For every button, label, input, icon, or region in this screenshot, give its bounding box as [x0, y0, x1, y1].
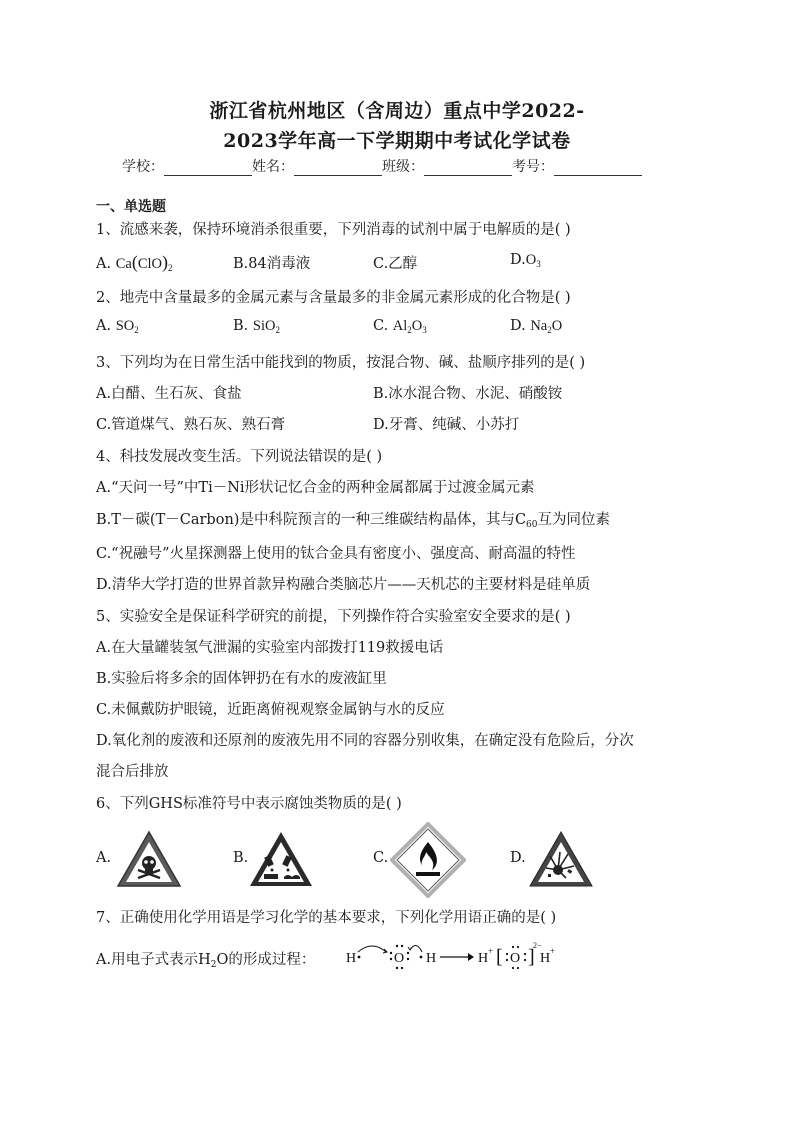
school-blank[interactable] — [164, 160, 252, 176]
q3-option-b[interactable]: B.冰水混合物、水泥、硝酸铵 — [373, 386, 563, 402]
q4-option-d[interactable]: D.清华大学打造的世界首款异构融合类脑芯片——天机芯的主要材料是硅单质 — [96, 577, 591, 593]
svg-text:+: + — [550, 946, 556, 956]
q1-option-a[interactable]: A. $Ca(ClO)_2$ — [96, 252, 173, 273]
exam-title-line1: 浙江省杭州地区（含周边）重点中学2022- — [209, 100, 585, 122]
q1-option-b[interactable]: B.84消毒液 — [233, 256, 311, 272]
corrosive-icon[interactable] — [248, 830, 314, 888]
section-title: 一、单选题 — [96, 199, 166, 215]
q4-option-c[interactable]: C.“祝融号”火星探测器上使用的钛合金具有密度小、强度高、耐高温的特性 — [96, 546, 576, 562]
q6-option-c-label[interactable]: C. — [373, 850, 389, 866]
q5-option-a[interactable]: A.在大量罐装氢气泄漏的实验室内部拨打119救援电话 — [96, 640, 444, 656]
exam-no-blank[interactable] — [554, 160, 642, 176]
q5-option-d[interactable]: D.氧化剂的废液和还原剂的废液先用不同的容器分别收集，在确定没有危险后，分次 — [96, 733, 634, 749]
q4-option-b[interactable]: B.T－碳(T－Carbon)是中科院预言的一种三维碳结构晶体，其与$C_{60}$互为同位素 — [96, 512, 610, 530]
q3-option-a[interactable]: A.白醋、生石灰、食盐 — [96, 386, 242, 402]
class-blank[interactable] — [424, 160, 512, 176]
student-info-line — [122, 156, 642, 176]
name-label: 姓名： — [252, 159, 294, 175]
q2-option-b[interactable]: B. SiO$_2$ — [233, 318, 280, 335]
q6-stem: 6、下列GHS标准符号中表示腐蚀类物质的是( ) — [96, 796, 402, 812]
q5-option-d-cont: 混合后排放 — [96, 764, 169, 780]
q2-stem: 2、地壳中含量最多的金属元素与含量最多的非金属元素形成的化合物是( ) — [96, 290, 571, 306]
q1-option-d[interactable]: $D.O_3$ — [510, 252, 541, 269]
class-label: 班级： — [382, 159, 424, 175]
toxic-skull-icon[interactable] — [116, 830, 182, 888]
q3-option-c[interactable]: C.管道煤气、熟石灰、熟石膏 — [96, 417, 286, 433]
q5-option-b[interactable]: B.实验后将多余的固体钾扔在有水的废液缸里 — [96, 671, 387, 687]
svg-text:O: O — [510, 951, 521, 966]
name-blank[interactable] — [294, 160, 382, 176]
q4-stem: 4、科技发展改变生活。下列说法错误的是( ) — [96, 449, 383, 465]
svg-text:2−: 2− — [533, 941, 542, 950]
q6-option-a-label[interactable]: A. — [96, 850, 112, 866]
q7-stem: 7、正确使用化学用语是学习化学的基本要求，下列化学用语正确的是( ) — [96, 910, 557, 926]
flammable-flame-icon[interactable] — [390, 822, 466, 898]
svg-text:H: H — [478, 951, 489, 966]
svg-text:H: H — [346, 951, 357, 966]
svg-text:+: + — [488, 946, 494, 956]
explosive-icon[interactable] — [528, 830, 594, 888]
q3-option-d[interactable]: D.牙膏、纯碱、小苏打 — [373, 417, 520, 433]
svg-text:H: H — [426, 951, 437, 966]
school-label: 学校： — [122, 159, 164, 175]
q1-stem: 1、流感来袭，保持环境消杀很重要，下列消毒的试剂中属于电解质的是( ) — [96, 222, 571, 238]
q4-option-a[interactable]: A.“天问一号”中Ti－Ni形状记忆合金的两种金属都属于过渡金属元素 — [96, 480, 535, 496]
q6-option-b-label[interactable]: B. — [233, 850, 249, 866]
svg-text:O: O — [394, 951, 405, 966]
q5-option-c[interactable]: C.未佩戴防护眼镜，近距离俯视观察金属钠与水的反应 — [96, 702, 445, 718]
q3-stem: 3、下列均为在日常生活中能找到的物质，按混合物、碱、盐顺序排列的是( ) — [96, 355, 586, 371]
exam-title-line2: 2023学年高一下学期期中考试化学试卷 — [223, 130, 571, 152]
q2-option-d[interactable]: D. $Na_2O$ — [510, 318, 563, 335]
q5-stem: 5、实验安全是保证科学研究的前提，下列操作符合实验室安全要求的是( ) — [96, 609, 571, 625]
svg-text:H: H — [540, 951, 551, 966]
svg-text:[: [ — [496, 946, 503, 968]
svg-text:]: ] — [528, 946, 535, 968]
q6-option-d-label[interactable]: D. — [510, 850, 526, 866]
q1-option-c[interactable]: C.乙醇 — [373, 256, 418, 272]
q2-option-a[interactable]: A. $SO_2$ — [96, 318, 139, 335]
q1-formula-d: $O_3$ — [525, 252, 541, 269]
q7-option-a[interactable]: A.用电子式表示$H_2O$的形成过程： — [96, 952, 316, 970]
exam-no-label: 考号： — [512, 159, 554, 175]
electron-dot-formation-equation — [344, 938, 574, 974]
q1-formula-a: $Ca(ClO)_2$ — [115, 252, 173, 273]
q2-option-c[interactable]: C. $Al_2O_3$ — [373, 318, 427, 335]
